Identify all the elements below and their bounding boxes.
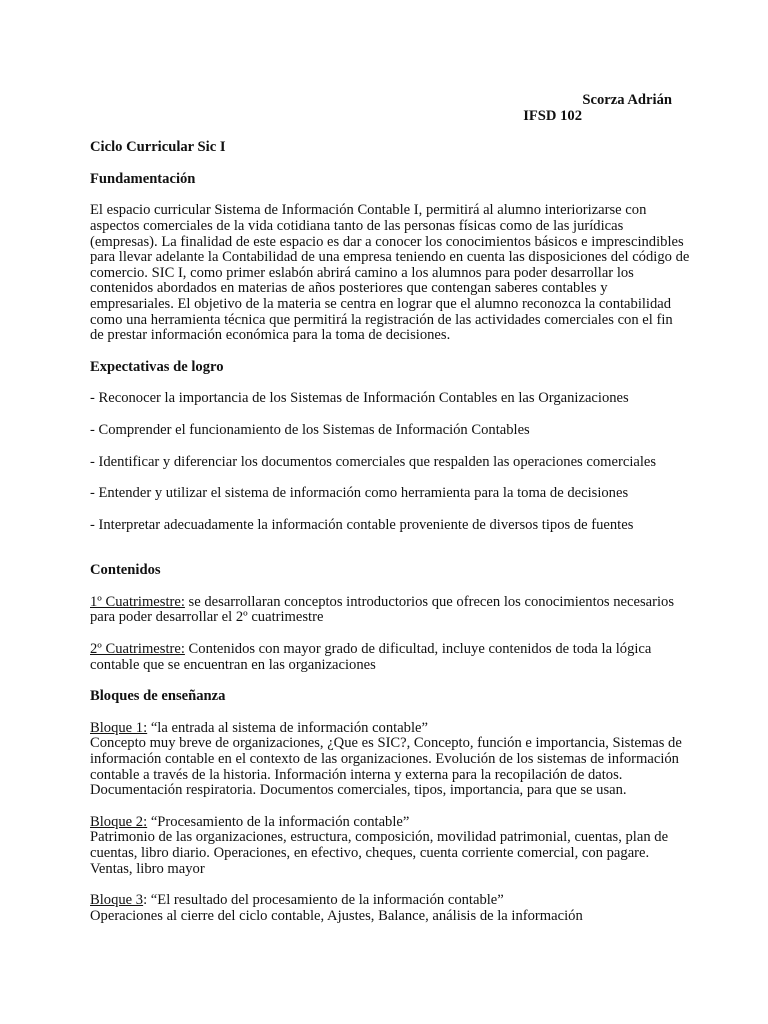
fundamentacion-text: El espacio curricular Sistema de Información Contable I, permitirá al alumno interiorizarse con aspectos comerciales de la vida cotidiana tanto de las personas físicas como de las jurídicas (empresas). La finalidad de este espacio es dar a conocer los conocimientos básicos e imprescindibles para llevar adelante la Contabilidad de una empresa teniendo en cuenta las disposiciones del código de comercio. SIC I, como primer eslabón abrirá camino a los alumnos para poder desarrollar los contenidos abordados en materias de años posteriores que contengan saberes contables y empresariales. El objetivo de la materia se centra en lograr que el alumno reconozca la contabilidad como una herramienta técnica que permitirá la registración de las actividades comerciales con el fin de prestar información económica para la toma de decisiones. — [90, 202, 690, 344]
expectativas-heading: Expectativas de logro — [90, 358, 224, 375]
fundamentacion-heading: Fundamentación — [90, 170, 196, 187]
second-term-text: Contenidos con mayor grado de dificultad, incluye contenidos de toda la lógica contable que se encuentran en las organizaciones — [90, 641, 652, 673]
author-header — [90, 93, 672, 124]
bloques-heading: Bloques de enseñanza — [90, 688, 226, 705]
contenido-first — [90, 595, 690, 626]
expectativa-item: - Reconocer la importancia de los Sistemas de Información Contables en las Organizaciones — [90, 390, 629, 407]
bloque-text: Patrimonio de las organizaciones, estructura, composición, movilidad patrimonial, cuentas, plan de cuentas, libro diario. Operaciones, en efectivo, cheques, cuenta corriente comercial, con pagare. Ventas, libro mayor — [90, 829, 669, 877]
bloque-title: “Procesamiento de la información contable” — [147, 813, 410, 830]
bloque-title: : “El resultado del procesamiento de la información contable” — [143, 892, 504, 909]
bloque-text: Concepto muy breve de organizaciones, ¿Que es SIC?, Concepto, función e importancia, Sistemas de información contable en el contexto de las organizaciones. Evolución de los sistemas de información contable a través de la historia. Información interna y externa para la recopilación de datos. Documentación respiratoria. Documentos comerciales, tipos, importancia, para que se usan. — [90, 735, 682, 799]
bloque-label: Bloque 2: — [90, 813, 148, 830]
author-name: Scorza Adrián — [582, 92, 672, 108]
bloque-text: Operaciones al cierre del ciclo contable, Ajustes, Balance, análisis de la información — [90, 907, 583, 924]
bloque-item — [90, 815, 690, 831]
document-page — [90, 93, 690, 924]
second-term-label: 2º Cuatrimestre: — [90, 641, 185, 658]
bloque-item — [90, 893, 690, 909]
contenidos-heading: Contenidos — [90, 562, 161, 579]
expectativa-item: - Interpretar adecuadamente la información contable proveniente de diversos tipos de fuentes — [90, 516, 634, 533]
document-title: Ciclo Curricular Sic I — [90, 139, 226, 156]
first-term-label: 1º Cuatrimestre: — [90, 593, 185, 610]
bloque-item — [90, 721, 690, 737]
course-code: IFSD 102 — [523, 107, 582, 124]
expectativa-item: - Identificar y diferenciar los documentos comerciales que respalden las operaciones comerciales — [90, 453, 657, 470]
expectativa-item: - Comprender el funcionamiento de los Sistemas de Información Contables — [90, 421, 530, 438]
contenido-second — [90, 642, 690, 673]
bloque-title: “la entrada al sistema de información contable” — [147, 719, 428, 736]
bloque-label: Bloque 1: — [90, 719, 148, 736]
expectativa-item: - Entender y utilizar el sistema de información como herramienta para la toma de decisiones — [90, 485, 629, 502]
first-term-text: se desarrollaran conceptos introductorios que ofrecen los conocimientos necesarios para poder desarrollar el 2º cuatrimestre — [90, 593, 675, 626]
bloque-label: Bloque 3 — [90, 892, 144, 909]
